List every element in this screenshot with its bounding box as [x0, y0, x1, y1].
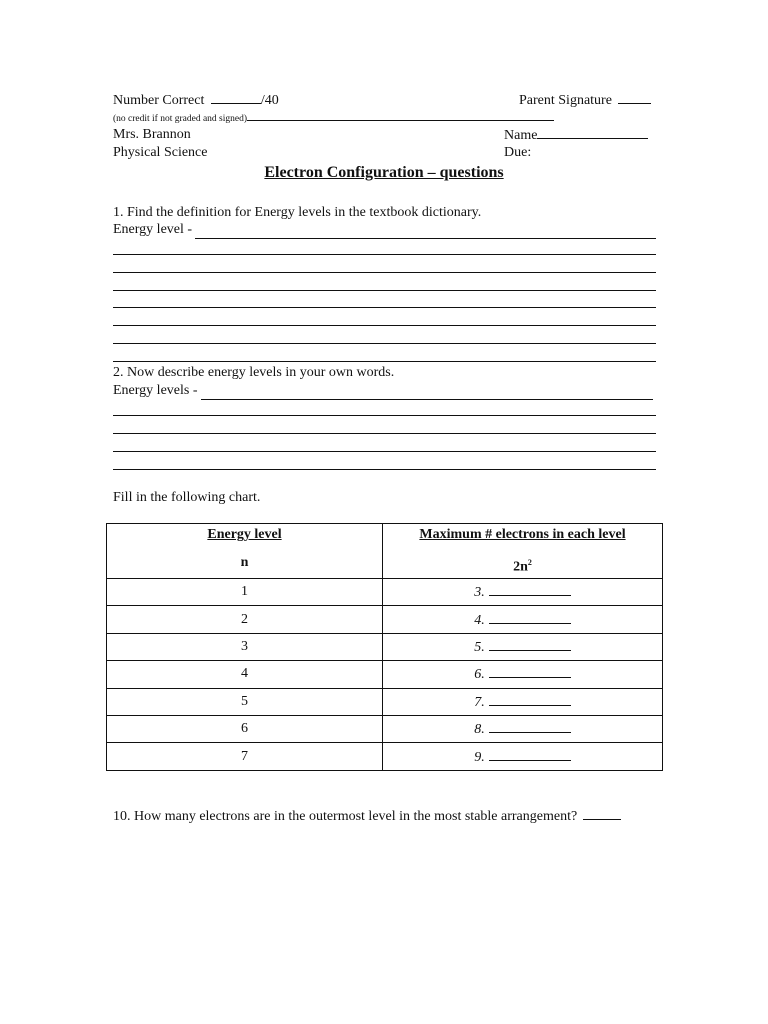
q2-answer-line[interactable] [113, 469, 656, 470]
answer-cell[interactable] [383, 688, 663, 715]
answer-blank[interactable] [489, 583, 571, 596]
col2-header: Maximum # electrons in each level [419, 527, 626, 542]
energy-level-cell: 4 [107, 661, 383, 688]
q10-line [113, 807, 621, 826]
table-row [107, 715, 663, 742]
table-row [107, 606, 663, 633]
q2-prompt: 2. Now describe energy levels in your own words. [113, 365, 395, 380]
answer-blank[interactable] [489, 665, 571, 678]
col1-subheader: n [240, 555, 249, 570]
name-blank[interactable] [537, 126, 648, 139]
q1-prompt: 1. Find the definition for Energy levels in the textbook dictionary. [113, 205, 482, 220]
parent-signature-field [519, 91, 651, 110]
q1-answer-line[interactable] [113, 361, 656, 362]
answer-cell[interactable] [383, 579, 663, 606]
q2-label: Energy levels - [113, 383, 198, 398]
energy-level-cell: 5 [107, 688, 383, 715]
col1-header: Energy level [207, 527, 282, 542]
question-number: 4. [474, 612, 485, 628]
due-label: Due: [504, 145, 532, 160]
teacher-name: Mrs. Brannon [113, 127, 191, 142]
table-row [107, 688, 663, 715]
q2-answer-line[interactable] [113, 415, 656, 416]
parent-signature-label: Parent Signature [519, 93, 612, 108]
q1-answer-line[interactable] [113, 272, 656, 273]
no-credit-note: (no credit if not graded and signed) [113, 114, 248, 124]
answer-cell[interactable] [383, 743, 663, 770]
energy-level-cell: 3 [107, 633, 383, 660]
q1-label: Energy level - [113, 222, 193, 237]
q1-answer-line[interactable] [113, 325, 656, 326]
answer-cell[interactable] [383, 633, 663, 660]
q1-answer-line[interactable] [113, 290, 656, 291]
no-credit-blank [247, 112, 554, 121]
col2-subheader [383, 554, 662, 577]
table-row [107, 579, 663, 606]
q10-answer-blank[interactable] [583, 807, 621, 820]
q10-prompt: 10. How many electrons are in the outermost level in the most stable arrangement? [113, 809, 578, 824]
q2-answer-line[interactable] [113, 451, 656, 452]
answer-blank[interactable] [489, 693, 571, 706]
q1-first-blank [195, 225, 656, 239]
energy-level-cell: 6 [107, 715, 383, 742]
table-row [107, 743, 663, 770]
q1-answer-first-line[interactable] [113, 221, 656, 239]
number-correct-label: Number Correct [113, 93, 205, 108]
question-number: 3. [474, 585, 485, 601]
table-row [107, 661, 663, 688]
q2-answer-line[interactable] [113, 433, 656, 434]
answer-blank[interactable] [489, 720, 571, 733]
no-credit-note-line [113, 112, 554, 125]
energy-level-cell: 1 [107, 579, 383, 606]
q1-answer-line[interactable] [113, 307, 656, 308]
parent-signature-blank[interactable] [618, 91, 651, 104]
energy-level-cell: 7 [107, 743, 383, 770]
q1-answer-line[interactable] [113, 254, 656, 255]
q1-answer-line[interactable] [113, 343, 656, 344]
table-row [107, 633, 663, 660]
student-name-field [504, 126, 648, 145]
number-correct-field [113, 91, 279, 110]
answer-cell[interactable] [383, 606, 663, 633]
answer-blank[interactable] [489, 611, 571, 624]
col-header-max-electrons [383, 524, 663, 579]
number-correct-blank[interactable] [211, 91, 261, 104]
question-number: 7. [474, 694, 485, 710]
course-name: Physical Science [113, 145, 208, 160]
answer-cell[interactable] [383, 661, 663, 688]
number-correct-total: /40 [260, 93, 279, 108]
question-number: 9. [474, 749, 485, 765]
worksheet-title: Electron Configuration – questions [264, 164, 504, 181]
question-number: 8. [474, 722, 485, 738]
name-label: Name [504, 128, 538, 143]
energy-level-chart [106, 523, 663, 771]
chart-intro: Fill in the following chart. [113, 490, 261, 505]
q2-first-blank [201, 386, 654, 400]
col2-formula-exponent: 2 [527, 558, 532, 567]
col2-formula-base: 2n [513, 559, 528, 575]
q2-answer-first-line[interactable] [113, 382, 653, 400]
answer-blank[interactable] [489, 748, 571, 761]
answer-cell[interactable] [383, 715, 663, 742]
col-header-energy-level [107, 524, 383, 579]
question-number: 6. [474, 667, 485, 683]
answer-blank[interactable] [489, 638, 571, 651]
energy-level-cell: 2 [107, 606, 383, 633]
question-number: 5. [474, 639, 485, 655]
